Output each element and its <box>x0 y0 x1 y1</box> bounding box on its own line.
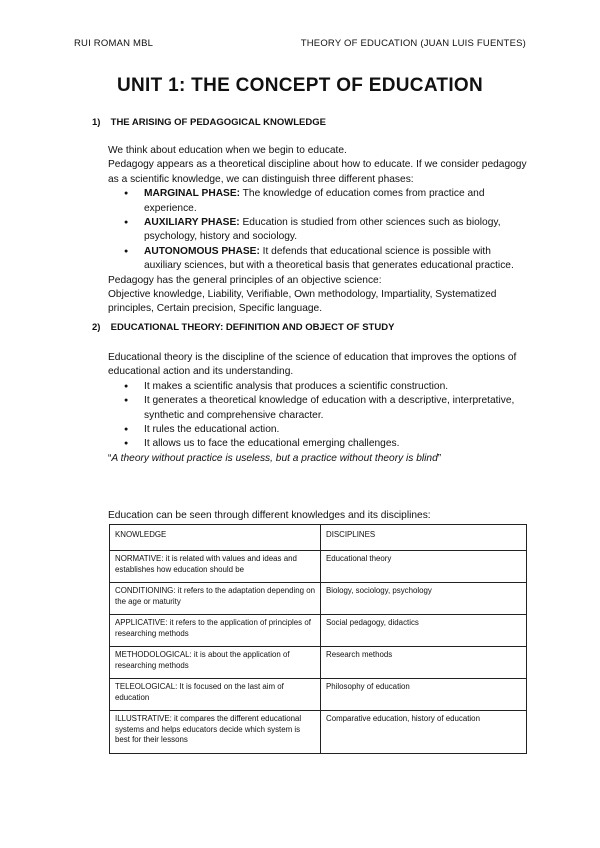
quote-close-mark: ” <box>437 452 442 464</box>
section-2-number: 2) <box>92 322 101 333</box>
table-header-row <box>110 525 527 551</box>
knowledge-cell: CONDITIONING: it refers to the adaptation depending on the age or maturity <box>110 583 321 615</box>
section-1-title: THE ARISING OF PEDAGOGICAL KNOWLEDGE <box>110 117 326 128</box>
disciplines-cell: Biology, sociology, psychology <box>321 583 527 615</box>
section-1-paragraph: We think about education when we begin to educate. <box>108 145 347 156</box>
section-1-paragraph: Pedagogy has the general principles of an objective science: <box>108 274 382 286</box>
section-2-title: EDUCATIONAL THEORY: DEFINITION AND OBJECT OF STUDY <box>110 322 395 333</box>
disciplines-cell: Comparative education, history of education <box>321 711 527 754</box>
phase-name: MARGINAL PHASE: <box>144 188 241 200</box>
section-1-number: 1) <box>92 117 101 128</box>
table-intro: Education can be seen through different knowledges and its disciplines: <box>108 510 431 521</box>
phases-list <box>108 187 528 273</box>
list-item <box>144 216 528 245</box>
knowledge-cell: APPLICATIVE: it refers to the application of principles of researching methods <box>110 615 321 647</box>
knowledge-cell: METHODOLOGICAL: it is about the application of researching methods <box>110 647 321 679</box>
table-row <box>110 551 527 583</box>
disciplines-cell: Social pedagogy, didactics <box>321 615 527 647</box>
list-item: ● It generates a theoretical knowledge of education with a descriptive, interpretative, synthetic and comprehensive character. <box>144 394 528 423</box>
list-item: ● It allows us to face the educational emerging challenges. <box>144 437 528 451</box>
phase-name: AUTONOMOUS PHASE: <box>144 245 260 257</box>
section-2-paragraph: Educational theory is the discipline of the science of education that improves the options of educational action and its understanding. <box>108 352 517 378</box>
knowledge-cell: ILLUSTRATIVE: it compares the different educational systems and helps educators decide which system is best for their lessons <box>110 711 321 754</box>
list-item: ● It makes a scientific analysis that produces a scientific construction. <box>144 380 528 394</box>
knowledge-cell: TELEOLOGICAL: It is focused on the last aim of education <box>110 679 321 711</box>
knowledge-cell: NORMATIVE: it is related with values and ideas and establishes how education should be <box>110 551 321 583</box>
disciplines-cell: Philosophy of education <box>321 679 527 711</box>
table-row <box>110 711 527 754</box>
section-2-body <box>108 351 528 466</box>
header-course: THEORY OF EDUCATION (JUAN LUIS FUENTES) <box>300 38 526 49</box>
section-1-paragraph: Pedagogy appears as a theoretical discipline about how to educate. If we consider pedagogy as a scientific knowledge, we can distinguish three different phases: <box>108 159 527 185</box>
list-item <box>144 187 528 216</box>
section-1-heading <box>92 117 326 128</box>
list-item <box>144 245 528 274</box>
section-1-body <box>108 144 528 317</box>
page-title: UNIT 1: THE CONCEPT OF EDUCATION <box>116 75 484 96</box>
disciplines-cell: Research methods <box>321 647 527 679</box>
phase-text: It defends that educational science is possible with auxiliary sciences, but with a theoretical basis that generates educational practice. <box>144 245 514 272</box>
list-item: ● It rules the educational action. <box>144 423 528 437</box>
knowledge-table <box>109 524 527 754</box>
quote-text: A theory without practice is useless, but a practice without theory is blind <box>111 452 438 464</box>
table-row <box>110 647 527 679</box>
header-author: RUI ROMAN MBL <box>74 38 154 49</box>
table-row <box>110 583 527 615</box>
section-1-paragraph: Objective knowledge, Liability, Verifiable, Own methodology, Impartiality, Systematized principles, Certain precision, Specific language. <box>108 289 497 315</box>
quote-open-mark: “ <box>108 452 112 464</box>
disciplines-cell: Educational theory <box>321 551 527 583</box>
column-header-disciplines: DISCIPLINES <box>321 525 527 551</box>
table-row <box>110 615 527 647</box>
theory-list <box>108 380 528 452</box>
column-header-knowledge: KNOWLEDGE <box>110 525 321 551</box>
phase-text: The knowledge of education comes from practice and experience. <box>144 188 485 214</box>
table-row <box>110 679 527 711</box>
section-2-heading <box>92 322 394 333</box>
phase-text: Education is studied from other sciences such as biology, psychology, history and sociology. <box>144 217 501 243</box>
quote <box>108 452 528 466</box>
phase-name: AUXILIARY PHASE: <box>144 217 240 229</box>
